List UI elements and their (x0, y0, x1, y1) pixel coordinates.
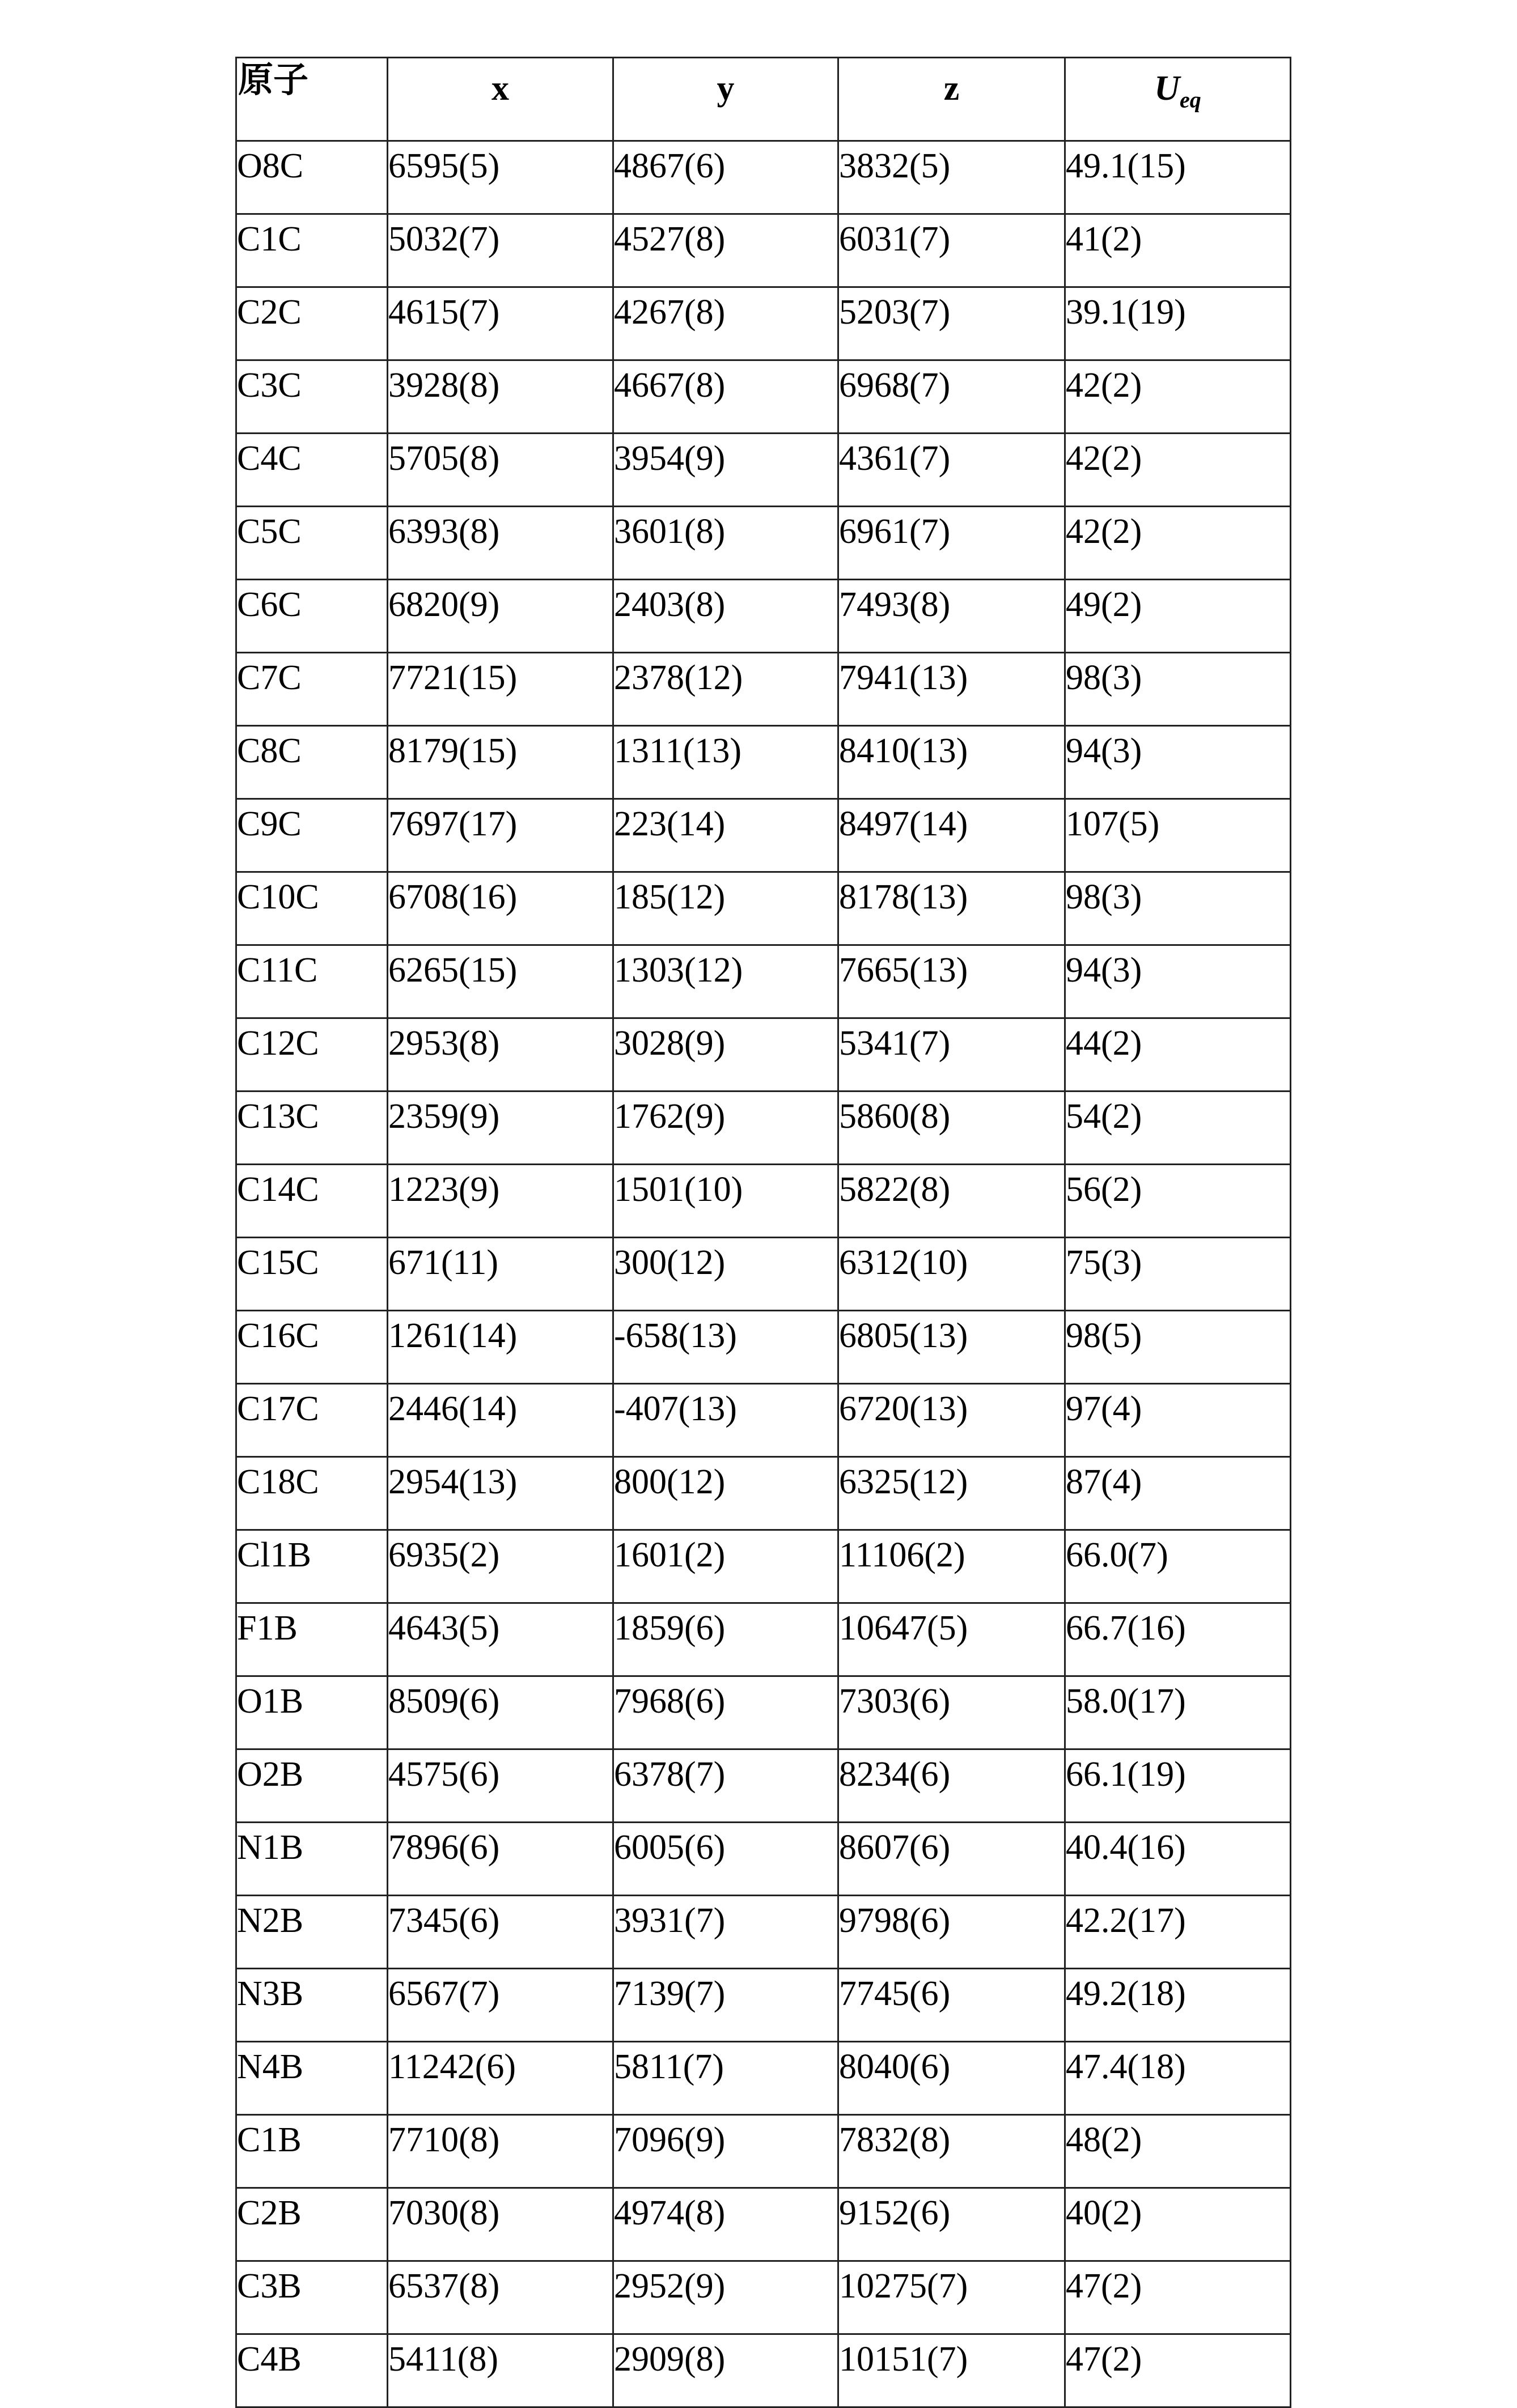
cell-x: 2953(8) (388, 1018, 613, 1092)
cell-z: 6312(10) (838, 1238, 1065, 1311)
table-row (236, 726, 1291, 799)
table-row (236, 1530, 1291, 1603)
cell-z: 6031(7) (838, 214, 1065, 287)
cell-x: 2954(13) (388, 1457, 613, 1530)
cell-x: 2446(14) (388, 1384, 613, 1457)
cell-atom: N3B (236, 1969, 388, 2042)
cell-y: 3954(9) (613, 434, 838, 507)
cell-ueq: 49.1(15) (1065, 141, 1291, 214)
cell-atom: N4B (236, 2042, 388, 2115)
cell-x: 8509(6) (388, 1676, 613, 1749)
header-ueq-main: U (1154, 69, 1180, 108)
cell-atom: N1B (236, 1823, 388, 1896)
cell-x: 6595(5) (388, 141, 613, 214)
cell-y: 223(14) (613, 799, 838, 872)
table-row (236, 1092, 1291, 1165)
table-row (236, 1896, 1291, 1969)
cell-ueq: 98(5) (1065, 1311, 1291, 1384)
cell-atom: C9C (236, 799, 388, 872)
cell-y: 1303(12) (613, 945, 838, 1018)
cell-y: 4974(8) (613, 2188, 838, 2261)
cell-ueq: 66.1(19) (1065, 1749, 1291, 1823)
table-row (236, 653, 1291, 726)
cell-atom: C13C (236, 1092, 388, 1165)
table-row (236, 1823, 1291, 1896)
cell-y: 2909(8) (613, 2334, 838, 2407)
cell-x: 6537(8) (388, 2261, 613, 2334)
table-row (236, 1018, 1291, 1092)
cell-ueq: 66.7(16) (1065, 1603, 1291, 1676)
cell-ueq: 97(4) (1065, 1384, 1291, 1457)
cell-z: 9798(6) (838, 1896, 1065, 1969)
table-row (236, 287, 1291, 360)
cell-ueq: 58.0(17) (1065, 1676, 1291, 1749)
cell-x: 6567(7) (388, 1969, 613, 2042)
cell-z: 8234(6) (838, 1749, 1065, 1823)
table-row (236, 799, 1291, 872)
cell-atom: C1C (236, 214, 388, 287)
cell-z: 6805(13) (838, 1311, 1065, 1384)
cell-x: 6935(2) (388, 1530, 613, 1603)
cell-x: 3928(8) (388, 360, 613, 434)
header-ueq (1065, 58, 1291, 141)
cell-z: 7665(13) (838, 945, 1065, 1018)
cell-z: 8040(6) (838, 2042, 1065, 2115)
cell-z: 6968(7) (838, 360, 1065, 434)
cell-atom: C2B (236, 2188, 388, 2261)
cell-ueq: 41(2) (1065, 214, 1291, 287)
table-row (236, 1165, 1291, 1238)
cell-atom: C3C (236, 360, 388, 434)
cell-z: 5860(8) (838, 1092, 1065, 1165)
cell-x: 4575(6) (388, 1749, 613, 1823)
table-row (236, 1311, 1291, 1384)
header-atom: 原子 (236, 58, 388, 141)
cell-x: 7345(6) (388, 1896, 613, 1969)
cell-z: 6720(13) (838, 1384, 1065, 1457)
cell-ueq: 66.0(7) (1065, 1530, 1291, 1603)
cell-y: 185(12) (613, 872, 838, 945)
cell-ueq: 56(2) (1065, 1165, 1291, 1238)
cell-ueq: 42(2) (1065, 507, 1291, 580)
cell-z: 6325(12) (838, 1457, 1065, 1530)
cell-atom: C2C (236, 287, 388, 360)
cell-ueq: 107(5) (1065, 799, 1291, 872)
cell-ueq: 98(3) (1065, 872, 1291, 945)
cell-ueq: 42(2) (1065, 434, 1291, 507)
atomic-coordinates-table (235, 57, 1291, 2408)
cell-atom: C6C (236, 580, 388, 653)
cell-atom: C1B (236, 2115, 388, 2188)
cell-x: 6265(15) (388, 945, 613, 1018)
cell-ueq: 47.4(18) (1065, 2042, 1291, 2115)
cell-ueq: 49(2) (1065, 580, 1291, 653)
cell-z: 10151(7) (838, 2334, 1065, 2407)
cell-x: 5705(8) (388, 434, 613, 507)
cell-y: 1859(6) (613, 1603, 838, 1676)
cell-y: 4527(8) (613, 214, 838, 287)
cell-z: 6961(7) (838, 507, 1065, 580)
cell-y: -658(13) (613, 1311, 838, 1384)
table-row (236, 507, 1291, 580)
table-row (236, 434, 1291, 507)
cell-y: 6378(7) (613, 1749, 838, 1823)
cell-atom: C16C (236, 1311, 388, 1384)
cell-atom: C14C (236, 1165, 388, 1238)
cell-z: 8497(14) (838, 799, 1065, 872)
cell-y: 300(12) (613, 1238, 838, 1311)
cell-y: 7968(6) (613, 1676, 838, 1749)
cell-y: 6005(6) (613, 1823, 838, 1896)
cell-x: 6393(8) (388, 507, 613, 580)
table-row (236, 2115, 1291, 2188)
table-row (236, 141, 1291, 214)
table-row (236, 2188, 1291, 2261)
table-row (236, 2261, 1291, 2334)
header-z: z (838, 58, 1065, 141)
cell-y: -407(13) (613, 1384, 838, 1457)
cell-y: 1311(13) (613, 726, 838, 799)
cell-ueq: 87(4) (1065, 1457, 1291, 1530)
cell-x: 7030(8) (388, 2188, 613, 2261)
cell-x: 7710(8) (388, 2115, 613, 2188)
cell-z: 5822(8) (838, 1165, 1065, 1238)
cell-x: 1261(14) (388, 1311, 613, 1384)
cell-y: 3028(9) (613, 1018, 838, 1092)
cell-z: 8410(13) (838, 726, 1065, 799)
cell-y: 1501(10) (613, 1165, 838, 1238)
cell-atom: C11C (236, 945, 388, 1018)
cell-atom: N2B (236, 1896, 388, 1969)
cell-y: 3601(8) (613, 507, 838, 580)
cell-ueq: 39.1(19) (1065, 287, 1291, 360)
cell-ueq: 42(2) (1065, 360, 1291, 434)
cell-y: 2378(12) (613, 653, 838, 726)
cell-y: 4267(8) (613, 287, 838, 360)
cell-x: 5032(7) (388, 214, 613, 287)
cell-ueq: 48(2) (1065, 2115, 1291, 2188)
table-row (236, 1238, 1291, 1311)
table-row (236, 1603, 1291, 1676)
cell-x: 1223(9) (388, 1165, 613, 1238)
cell-ueq: 47(2) (1065, 2261, 1291, 2334)
cell-atom: O2B (236, 1749, 388, 1823)
cell-x: 7896(6) (388, 1823, 613, 1896)
table-row (236, 1457, 1291, 1530)
cell-ueq: 75(3) (1065, 1238, 1291, 1311)
cell-z: 10647(5) (838, 1603, 1065, 1676)
cell-z: 5203(7) (838, 287, 1065, 360)
cell-ueq: 42.2(17) (1065, 1896, 1291, 1969)
cell-ueq: 40.4(16) (1065, 1823, 1291, 1896)
cell-x: 2359(9) (388, 1092, 613, 1165)
table-row (236, 214, 1291, 287)
cell-y: 5811(7) (613, 2042, 838, 2115)
cell-x: 6820(9) (388, 580, 613, 653)
table-row (236, 2042, 1291, 2115)
table-row (236, 872, 1291, 945)
header-row (236, 58, 1291, 141)
cell-z: 4361(7) (838, 434, 1065, 507)
cell-z: 8607(6) (838, 1823, 1065, 1896)
cell-y: 4867(6) (613, 141, 838, 214)
cell-z: 5341(7) (838, 1018, 1065, 1092)
table-row (236, 1969, 1291, 2042)
cell-x: 671(11) (388, 1238, 613, 1311)
cell-ueq: 47(2) (1065, 2334, 1291, 2407)
cell-atom: C18C (236, 1457, 388, 1530)
header-ueq-sub: eq (1180, 87, 1201, 112)
cell-ueq: 54(2) (1065, 1092, 1291, 1165)
cell-ueq: 98(3) (1065, 653, 1291, 726)
cell-z: 10275(7) (838, 2261, 1065, 2334)
table-row (236, 1384, 1291, 1457)
cell-atom: C4C (236, 434, 388, 507)
table-row (236, 1749, 1291, 1823)
cell-x: 6708(16) (388, 872, 613, 945)
cell-atom: Cl1B (236, 1530, 388, 1603)
cell-ueq: 49.2(18) (1065, 1969, 1291, 2042)
header-x: x (388, 58, 613, 141)
cell-atom: O8C (236, 141, 388, 214)
cell-y: 3931(7) (613, 1896, 838, 1969)
cell-z: 8178(13) (838, 872, 1065, 945)
cell-y: 7139(7) (613, 1969, 838, 2042)
cell-y: 1762(9) (613, 1092, 838, 1165)
cell-y: 7096(9) (613, 2115, 838, 2188)
cell-z: 7303(6) (838, 1676, 1065, 1749)
cell-atom: C8C (236, 726, 388, 799)
cell-x: 8179(15) (388, 726, 613, 799)
cell-atom: C5C (236, 507, 388, 580)
cell-y: 800(12) (613, 1457, 838, 1530)
cell-y: 4667(8) (613, 360, 838, 434)
cell-atom: C10C (236, 872, 388, 945)
table-row (236, 945, 1291, 1018)
cell-x: 7697(17) (388, 799, 613, 872)
cell-z: 7832(8) (838, 2115, 1065, 2188)
cell-ueq: 40(2) (1065, 2188, 1291, 2261)
cell-x: 11242(6) (388, 2042, 613, 2115)
cell-y: 1601(2) (613, 1530, 838, 1603)
cell-x: 7721(15) (388, 653, 613, 726)
table-row (236, 1676, 1291, 1749)
cell-z: 11106(2) (838, 1530, 1065, 1603)
cell-atom: C3B (236, 2261, 388, 2334)
cell-atom: O1B (236, 1676, 388, 1749)
cell-atom: C15C (236, 1238, 388, 1311)
cell-y: 2952(9) (613, 2261, 838, 2334)
cell-ueq: 44(2) (1065, 1018, 1291, 1092)
cell-z: 7941(13) (838, 653, 1065, 726)
cell-z: 7745(6) (838, 1969, 1065, 2042)
cell-z: 3832(5) (838, 141, 1065, 214)
header-y: y (613, 58, 838, 141)
cell-atom: C17C (236, 1384, 388, 1457)
cell-atom: C4B (236, 2334, 388, 2407)
cell-z: 7493(8) (838, 580, 1065, 653)
cell-atom: C7C (236, 653, 388, 726)
table-row (236, 360, 1291, 434)
cell-atom: C12C (236, 1018, 388, 1092)
table-row (236, 580, 1291, 653)
cell-x: 4615(7) (388, 287, 613, 360)
cell-z: 9152(6) (838, 2188, 1065, 2261)
table-row (236, 2334, 1291, 2407)
cell-ueq: 94(3) (1065, 726, 1291, 799)
cell-x: 5411(8) (388, 2334, 613, 2407)
cell-ueq: 94(3) (1065, 945, 1291, 1018)
cell-x: 4643(5) (388, 1603, 613, 1676)
cell-y: 2403(8) (613, 580, 838, 653)
cell-atom: F1B (236, 1603, 388, 1676)
